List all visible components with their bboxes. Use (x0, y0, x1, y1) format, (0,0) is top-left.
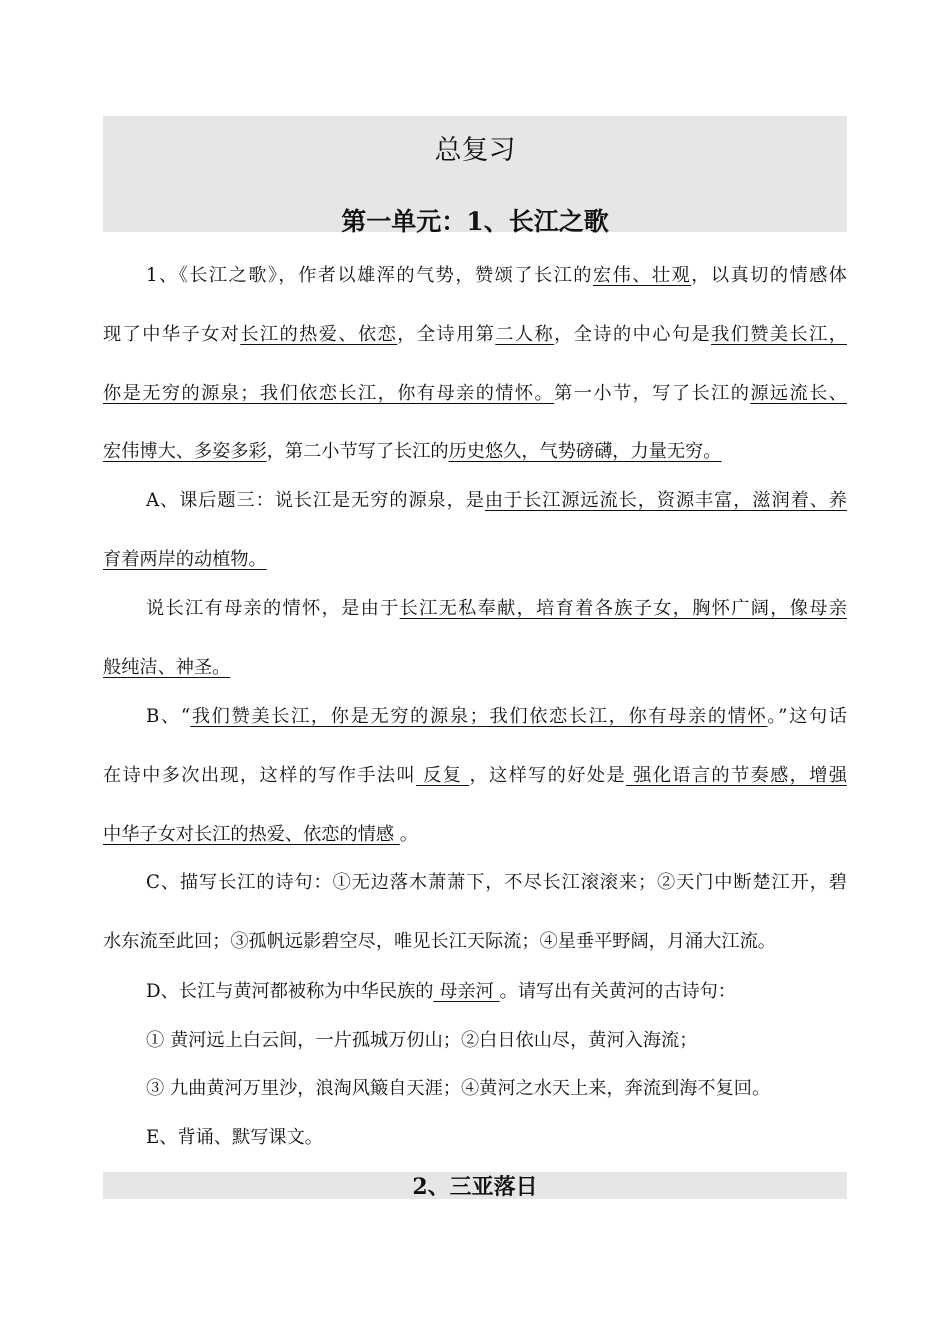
question-c-line-2 (103, 928, 847, 956)
answer-blank: 宏伟博大、多姿多彩 (103, 441, 267, 462)
text: 水东流至此回；③孤帆远影碧空尽，唯见长江天际流；④星垂平野阔，月涌大江流。 (103, 931, 776, 952)
text: ，这样写的好处是 (469, 765, 626, 786)
text: 1、《长江之歌》，作者以雄浑的气势，赞颂了长江的 (146, 265, 593, 286)
answer-blank: 长江的热爱、依恋 (240, 324, 398, 345)
text: ，第二小节写了长江的 (266, 441, 449, 462)
answer-blank: 反复 (416, 765, 470, 786)
text: 说长江有母亲的情怀，是由于 (146, 598, 400, 619)
text: C、描写长江的诗句：①无边落木萧萧下，不尽长江滚滚来；②天门中断楚江开，碧 (146, 872, 847, 893)
paragraph-1-line-2 (103, 321, 847, 349)
answer-blank: 强化语言的节奏感，增强 (625, 765, 847, 786)
paragraph-1-line-3 (103, 380, 847, 408)
answer-blank: 育着两岸的动植物。 (103, 549, 267, 570)
question-b-line-3 (103, 821, 847, 849)
text: ，全诗的中心句是 (554, 324, 712, 345)
text: ① 黄河远上白云间，一片孤城万仞山；②白日依山尽，黄河入海流； (146, 1030, 698, 1051)
text: 在诗中多次出现，这样的写作手法叫 (103, 765, 417, 786)
text: A、课后题三：说长江是无穷的源泉，是 (146, 490, 485, 511)
section-title: 2、三亚落日 (412, 1174, 538, 1200)
question-a-line-2 (103, 546, 847, 574)
text: 第一小节，写了长江的 (554, 383, 751, 404)
answer-blank: 中华子女对长江的热爱、依恋的情感 (103, 824, 400, 845)
text: 。 (399, 824, 418, 845)
question-a-line-3 (146, 595, 847, 623)
answer-blank: 源远流长、 (750, 383, 847, 404)
text: 。请写出有关黄河的古诗句： (499, 981, 736, 1002)
question-a-line-1 (146, 487, 847, 515)
paragraph-1-line-1 (146, 262, 847, 290)
text: D、长江与黄河都被称为中华民族的 (146, 981, 434, 1002)
question-c-line-1 (146, 869, 847, 897)
text: B、“ (146, 706, 191, 727)
question-b-line-1 (146, 703, 847, 731)
paragraph-1-line-4 (103, 438, 847, 466)
text: 。”这句话 (767, 706, 847, 727)
answer-blank: 宏伟、壮观 (592, 265, 692, 286)
question-d-line-2 (146, 1027, 847, 1055)
answer-blank: 二人称 (495, 324, 555, 345)
answer-blank: 历史悠久，气势磅礴，力量无穷。 (448, 441, 722, 462)
page-title: 总复习 (434, 135, 516, 166)
text: ，以真切的情感体 (691, 265, 847, 286)
question-e-line-1 (146, 1124, 847, 1152)
question-d-line-1 (146, 978, 847, 1006)
question-a-line-4 (103, 654, 847, 682)
answer-blank: 我们赞美长江， (711, 324, 847, 345)
answer-blank: 由于长江源远流长，资源丰富，滋润着、养 (484, 490, 847, 511)
text: ③ 九曲黄河万里沙，浪淘风簸自天涯；④黄河之水天上来，奔流到海不复回。 (146, 1078, 771, 1099)
text: 现了中华子女对 (103, 324, 241, 345)
answer-blank: 我们赞美长江，你是无穷的源泉；我们依恋长江，你有母亲的情怀 (190, 706, 768, 727)
answer-blank: 般纯洁、神圣。 (103, 657, 231, 678)
text: ，全诗用第 (397, 324, 496, 345)
text: E、背诵、默写课文。 (146, 1127, 323, 1148)
question-d-line-3 (146, 1075, 847, 1103)
answer-blank: 长江无私奉献，培育着各族子女，胸怀广阔，像母亲 (399, 598, 847, 619)
unit-title: 第一单元：1、长江之歌 (341, 207, 609, 236)
answer-blank: 母亲河 (433, 981, 500, 1002)
answer-blank: 你是无穷的源泉；我们依恋长江，你有母亲的情怀。 (103, 383, 555, 404)
question-b-line-2 (103, 762, 847, 790)
